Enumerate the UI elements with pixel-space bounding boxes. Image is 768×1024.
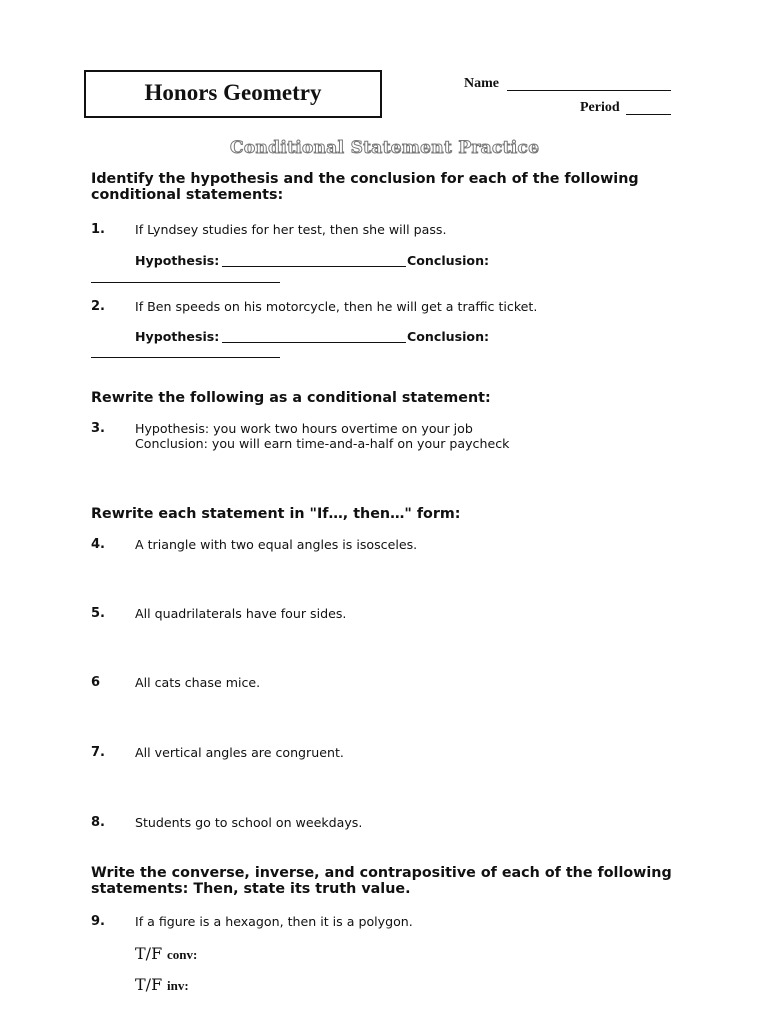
question-number: 7.: [91, 745, 105, 760]
section1-instruction-line1: Identify the hypothesis and the conclusion for each of the following: [91, 171, 639, 187]
name-label: Name: [464, 76, 499, 91]
question-text: If Ben speeds on his motorcycle, then he will get a traffic ticket.: [135, 299, 538, 314]
conclusion-label: Conclusion:: [407, 329, 490, 344]
question-number: 4.: [91, 537, 105, 552]
question-text: All quadrilaterals have four sides.: [135, 606, 347, 621]
converse-label: conv:: [167, 947, 198, 962]
section3-instruction: Rewrite each statement in "If…, then…" form:: [91, 506, 461, 522]
question-text: All cats chase mice.: [135, 675, 261, 690]
section2-instruction: Rewrite the following as a conditional statement:: [91, 390, 491, 406]
inverse-label: inv:: [167, 978, 189, 993]
conclusion-blank[interactable]: [91, 357, 280, 358]
period-blank[interactable]: [626, 114, 671, 115]
question-number: 6: [91, 675, 101, 690]
hypothesis-label: Hypothesis:: [135, 329, 220, 344]
name-blank[interactable]: [507, 90, 671, 91]
course-title-box: [84, 70, 382, 118]
question-number: 5.: [91, 606, 105, 621]
question-number: 8.: [91, 815, 105, 830]
section4-instruction-line2: statements: Then, state its truth value.: [91, 881, 411, 897]
question-number: 9.: [91, 914, 105, 929]
true-false-label: T/F: [135, 975, 163, 994]
question-text: If a figure is a hexagon, then it is a polygon.: [135, 914, 413, 929]
hypothesis-blank[interactable]: [222, 266, 406, 267]
question-text: If Lyndsey studies for her test, then she will pass.: [135, 222, 447, 237]
conclusion-given: Conclusion: you will earn time-and-a-half on your paycheck: [135, 436, 510, 451]
question-number: 3.: [91, 421, 105, 436]
question-text: All vertical angles are congruent.: [135, 745, 344, 760]
hypothesis-blank[interactable]: [222, 342, 406, 343]
hypothesis-label: Hypothesis:: [135, 253, 220, 268]
section4-instruction-line1: Write the converse, inverse, and contrapositive of each of the following: [91, 865, 672, 881]
section1-instruction-line2: conditional statements:: [91, 187, 284, 203]
conclusion-blank[interactable]: [91, 282, 280, 283]
conclusion-label: Conclusion:: [407, 253, 490, 268]
true-false-label: T/F: [135, 944, 163, 963]
course-title: Honors Geometry: [144, 80, 322, 105]
worksheet-title: Conditional Statement Practice: [230, 138, 540, 158]
hypothesis-given: Hypothesis: you work two hours overtime on your job: [135, 421, 473, 436]
question-number: 2.: [91, 299, 105, 314]
question-number: 1.: [91, 222, 105, 237]
period-label: Period: [580, 100, 620, 115]
question-text: A triangle with two equal angles is isosceles.: [135, 537, 418, 552]
question-text: Students go to school on weekdays.: [135, 815, 363, 830]
